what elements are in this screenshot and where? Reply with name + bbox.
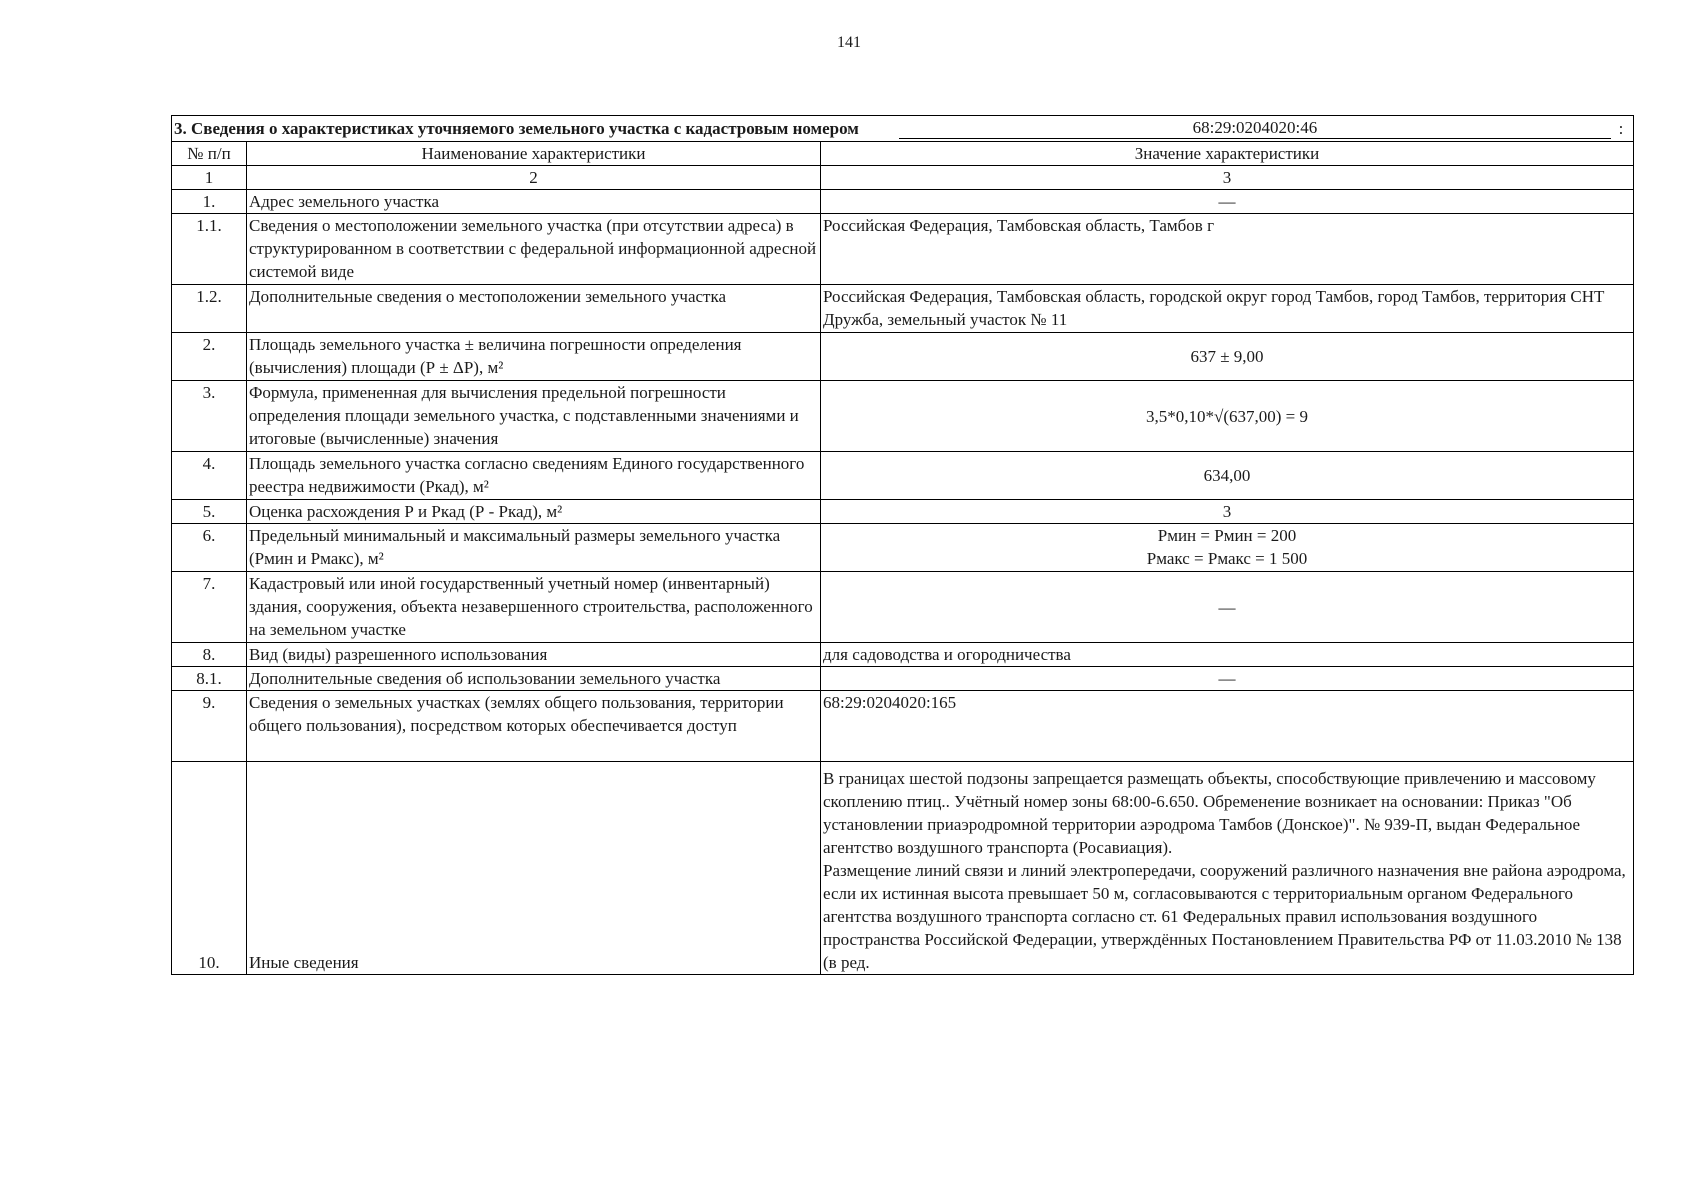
row-num: 7.: [172, 572, 247, 643]
header-index-2: 2: [247, 166, 821, 190]
characteristics-table: [171, 115, 1634, 975]
row-num: 4.: [172, 452, 247, 500]
row-num: 9.: [172, 691, 247, 762]
row-value: —: [821, 572, 1634, 643]
row-name: Площадь земельного участка согласно сведениям Единого государственного реестра недвижимости (Ркад), м²: [247, 452, 821, 500]
table-row: [172, 190, 1634, 214]
row-name: Предельный минимальный и максимальный размеры земельного участка (Рмин и Рмакс), м²: [247, 524, 821, 572]
table-row: [172, 643, 1634, 667]
column-index-row: [172, 166, 1634, 190]
column-header-row: [172, 142, 1634, 166]
table-row: [172, 214, 1634, 285]
cadastral-number: 68:29:0204020:46: [899, 118, 1611, 139]
table-row: [172, 691, 1634, 762]
row-name: Формула, примененная для вычисления предельной погрешности определения площади земельного участка, с подставленными значениями и итоговые (вычисленные) значения: [247, 381, 821, 452]
row-name: Сведения о местоположении земельного участка (при отсутствии адреса) в структурированном в соответствии с федеральной информационной адресной системой виде: [247, 214, 821, 285]
row-value: Российская Федерация, Тамбовская область, городской округ город Тамбов, город Тамбов, территория СНТ Дружба, земельный участок № 11: [821, 285, 1634, 333]
row-value: для садоводства и огородничества: [821, 643, 1634, 667]
row-value: 68:29:0204020:165: [821, 691, 1634, 762]
row-value: 634,00: [821, 452, 1634, 500]
page-number: 141: [837, 34, 861, 51]
row-name: Оценка расхождения Р и Ркад (Р - Ркад), м²: [247, 500, 821, 524]
row-num: 3.: [172, 381, 247, 452]
row-num: 8.1.: [172, 667, 247, 691]
row-num: 10.: [172, 762, 247, 975]
row-name: Вид (виды) разрешенного использования: [247, 643, 821, 667]
section-title-row: [172, 116, 1634, 142]
title-suffix: :: [1618, 119, 1624, 138]
row-name: Сведения о земельных участках (землях общего пользования, территории общего пользования), посредством которых обеспечивается доступ: [247, 691, 821, 762]
row-value: 3: [821, 500, 1634, 524]
row-num: 1.: [172, 190, 247, 214]
table-row: [172, 524, 1634, 572]
row-num: 8.: [172, 643, 247, 667]
table-row: [172, 452, 1634, 500]
table-row: [172, 667, 1634, 691]
header-num: № п/п: [172, 142, 247, 166]
table-row: [172, 333, 1634, 381]
row-num: 1.1.: [172, 214, 247, 285]
row-value: —: [821, 667, 1634, 691]
row-value: Российская Федерация, Тамбовская область, Тамбов г: [821, 214, 1634, 285]
row-name: Площадь земельного участка ± величина погрешности определения (вычисления) площади (Р ± ΔР), м²: [247, 333, 821, 381]
table-row: [172, 381, 1634, 452]
header-name: Наименование характеристики: [247, 142, 821, 166]
row-name: Дополнительные сведения о местоположении земельного участка: [247, 285, 821, 333]
header-value: Значение характеристики: [821, 142, 1634, 166]
row-value: В границах шестой подзоны запрещается размещать объекты, способствующие привлечению и массовому скоплению птиц.. Учётный номер зоны 68:00-6.650. Обременение возникает на основании: Приказ "Об установлении приаэродромной территории аэродрома Тамбов (Донское)". № 939-П, выдан Федеральное агентство воздушного транспорта (Росавиация). Размещение линий связи и линий электропередачи, сооружений различного назначения вне района аэродрома, если их истинная высота превышает 50 м, согласовываются с территориальным органом Федерального агентства воздушного транспорта согласно ст. 61 Федеральных правил использования воздушного пространства Российской Федерации, утверждённых Постановлением Правительства РФ от 11.03.2010 № 138 (в ред.: [821, 762, 1634, 975]
table-row: [172, 500, 1634, 524]
row-num: 1.2.: [172, 285, 247, 333]
row-value: —: [821, 190, 1634, 214]
row-value: 637 ± 9,00: [821, 333, 1634, 381]
section-title: 3. Сведения о характеристиках уточняемого земельного участка с кадастровым номером: [174, 119, 859, 138]
table-row: [172, 762, 1634, 975]
row-name: Адрес земельного участка: [247, 190, 821, 214]
row-value: Рмин = Рмин = 200 Рмакс = Рмакс = 1 500: [821, 524, 1634, 572]
row-name: Иные сведения: [247, 762, 821, 975]
table-row: [172, 572, 1634, 643]
table-row: [172, 285, 1634, 333]
header-index-1: 1: [172, 166, 247, 190]
row-num: 2.: [172, 333, 247, 381]
row-num: 5.: [172, 500, 247, 524]
row-name: Кадастровый или иной государственный учетный номер (инвентарный) здания, сооружения, объекта незавершенного строительства, расположенного на земельном участке: [247, 572, 821, 643]
row-num: 6.: [172, 524, 247, 572]
row-name: Дополнительные сведения об использовании земельного участка: [247, 667, 821, 691]
header-index-3: 3: [821, 166, 1634, 190]
row-value: 3,5*0,10*√(637,00) = 9: [821, 381, 1634, 452]
